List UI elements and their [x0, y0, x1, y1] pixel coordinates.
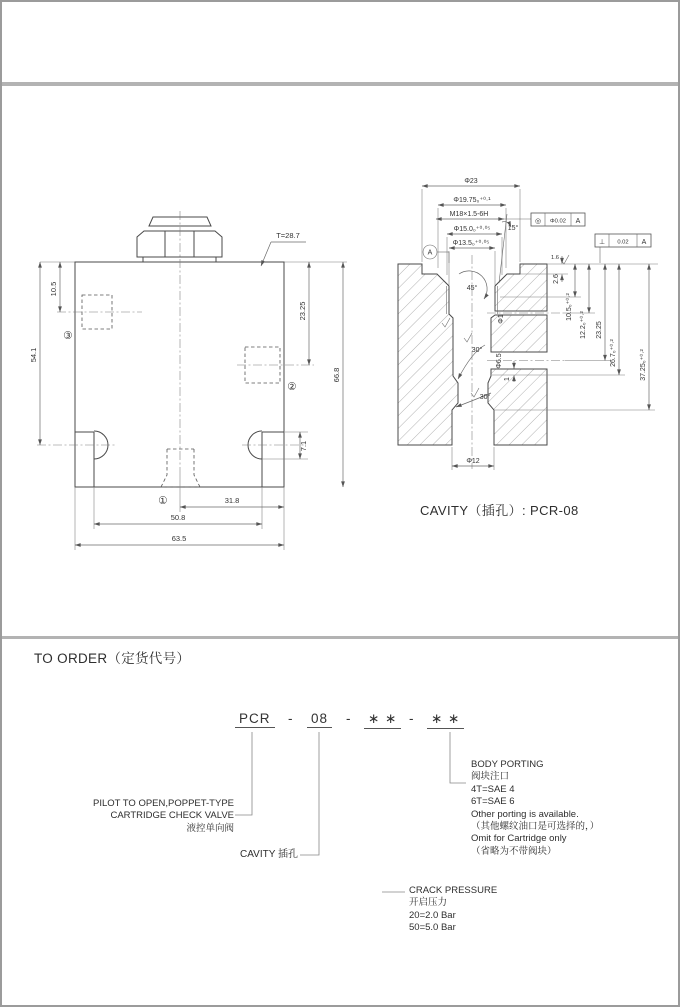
- fcf1-symbol: ◎: [534, 218, 542, 225]
- body-porting-line: （其他螺纹油口是可选择的，）: [471, 821, 600, 833]
- body-porting-line: BODY PORTING: [471, 759, 544, 770]
- dim-10-5: 10.5: [49, 281, 58, 297]
- roughness-value: 1.6: [550, 255, 560, 261]
- crack-pressure-label: [409, 885, 569, 935]
- dia-12-label: Φ12: [466, 458, 480, 465]
- dim-37-25-label: 37.25₀⁺⁰·²: [640, 349, 647, 381]
- order-section-title: TO ORDER（定货代号）: [34, 651, 191, 666]
- dim-50-8: 50.8: [170, 513, 186, 522]
- order-code-cavity: 08: [307, 711, 332, 728]
- body-porting-line: 6T=SAE 6: [471, 796, 515, 808]
- dim-66-8: 66.8: [332, 367, 341, 383]
- cavity-caption: CAVITY（插孔）: PCR-08: [420, 503, 579, 518]
- order-code-body-porting: ∗ ∗: [427, 711, 464, 729]
- angle-30b-label: 30°: [479, 394, 491, 401]
- dim-31-8: 31.8: [224, 496, 240, 505]
- order-code-dash: -: [346, 711, 352, 726]
- order-code-crack-pressure: ∗ ∗: [364, 711, 401, 729]
- fcf2-symbol: ⊥: [598, 239, 606, 246]
- port-2-balloon: ②: [287, 381, 297, 393]
- dia-23-label: Φ23: [464, 178, 478, 185]
- dim-1-label: 1: [504, 377, 511, 381]
- port-1-balloon: ①: [158, 495, 168, 507]
- dim-23-25-label: 23.25: [596, 321, 603, 339]
- t-label: T=28.7: [276, 231, 300, 240]
- angle-15-label: 15°: [507, 225, 519, 232]
- body-porting-line: （省略为不带阀块）: [471, 845, 557, 857]
- crack-pressure-line: 20=2.0 Bar: [409, 909, 456, 921]
- crack-pressure-line: 开启压力: [409, 897, 448, 909]
- valve-description-line: CARTRIDGE CHECK VALVE: [110, 810, 234, 822]
- angle-30a-label: 30°: [471, 347, 483, 354]
- fcf1-tolerance: Φ0.02: [550, 218, 566, 225]
- datum-a-label: A: [427, 249, 433, 257]
- dim-54-1: 54.1: [29, 347, 38, 363]
- valve-description-label: [60, 798, 234, 835]
- body-porting-line: Omit for Cartridge only: [471, 833, 567, 845]
- cavity-code-label: CAVITY 插孔: [240, 849, 298, 860]
- dim-10-5-label: 10.5₀⁺⁰·²: [566, 293, 573, 321]
- dim-12-2-label: 12.2₀⁺⁰·²: [580, 311, 587, 339]
- dim-23-25: 23.25: [298, 301, 307, 321]
- crack-pressure-line: CRACK PRESSURE: [409, 885, 498, 896]
- dim-7-1: 7.1: [299, 440, 308, 452]
- thread-label: M18×1.5-6H: [449, 211, 489, 218]
- dim-2-6-label: 2.6: [553, 274, 560, 284]
- body-porting-line: 4T=SAE 4: [471, 783, 515, 795]
- order-code-model: PCR: [235, 711, 275, 728]
- dia-13-5-label: Φ13.5₀⁺⁰·⁰⁵: [452, 240, 490, 247]
- valve-description-line: 液控单向阀: [186, 822, 234, 834]
- fcf1-datum: A: [575, 218, 581, 225]
- dia-1-label: Φ1: [498, 314, 505, 324]
- valve-description-line: PILOT TO OPEN,POPPET-TYPE: [93, 798, 234, 809]
- angle-45-label: 45°: [466, 285, 478, 292]
- body-porting-label: [471, 759, 680, 858]
- order-code-dash: -: [409, 711, 415, 726]
- dia-6-5-label: Φ6.5: [496, 353, 503, 369]
- crack-pressure-line: 50=5.0 Bar: [409, 922, 456, 934]
- body-porting-line: 阀块注口: [471, 771, 510, 783]
- body-porting-line: Other porting is available.: [471, 808, 579, 820]
- fcf2-datum: A: [641, 239, 647, 246]
- dim-26-7-label: 26.7₀⁺⁰·²: [610, 339, 617, 367]
- fcf2-tolerance: 0.02: [617, 239, 629, 246]
- port-3-balloon: ③: [63, 330, 73, 342]
- dim-63-5: 63.5: [171, 534, 187, 543]
- dia-19-75-label: Φ19.75₀⁺⁰·¹: [453, 197, 491, 204]
- order-code-dash: -: [288, 711, 294, 726]
- dia-15-label: Φ15.0₀⁺⁰·⁰⁵: [453, 226, 491, 233]
